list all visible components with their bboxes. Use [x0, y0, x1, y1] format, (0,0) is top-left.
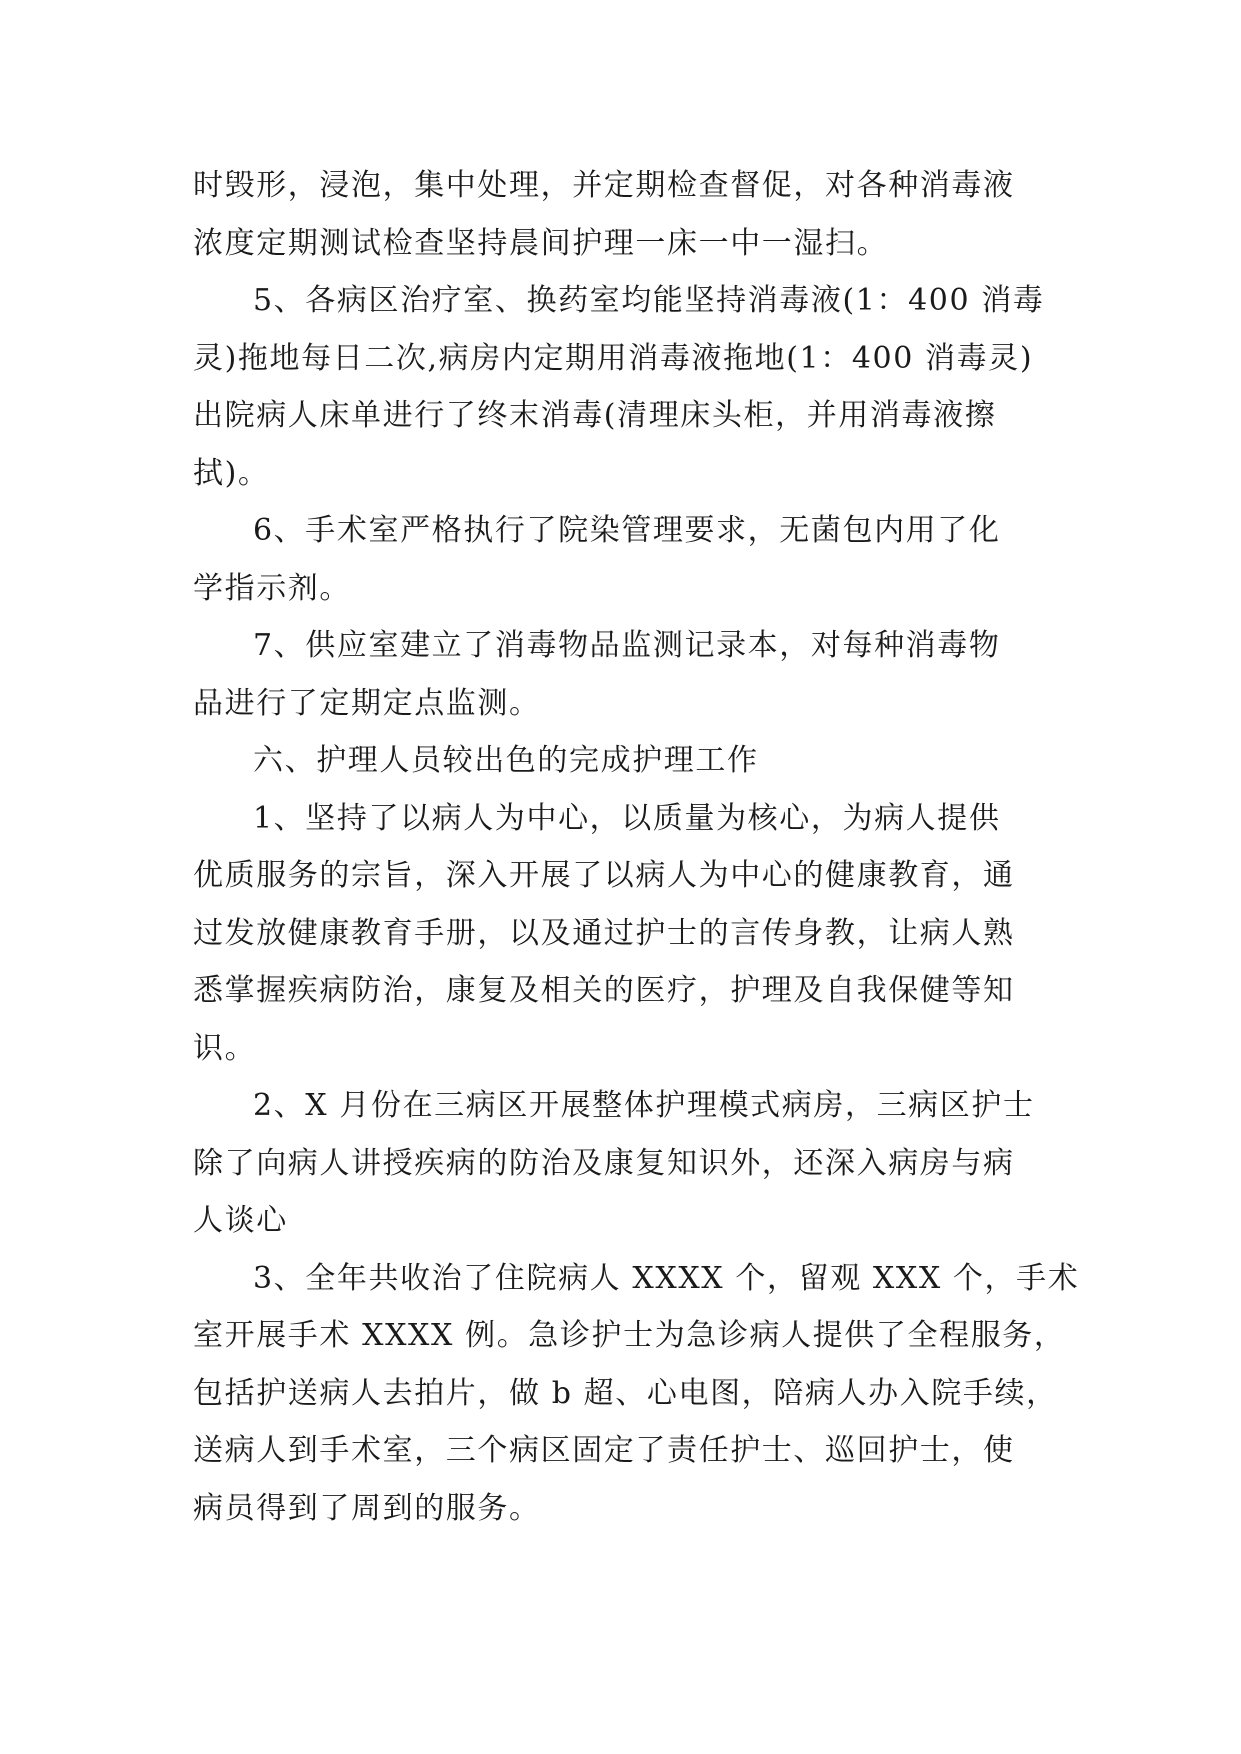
text-line: 5、各病区治疗室、换药室均能坚持消毒液(1：400 消毒 [253, 283, 1045, 318]
text-line: 学指示剂。 [193, 570, 351, 606]
text-line: 悉掌握疾病防治，康复及相关的医疗，护理及自我保健等知 [193, 973, 1015, 1008]
text-line: 6、手术室严格执行了院染管理要求，无菌包内用了化 [253, 513, 1001, 548]
text-line: 病员得到了周到的服务。 [193, 1490, 541, 1526]
text-line: 品进行了定期定点监测。 [193, 685, 541, 721]
text-line: 人谈心 [193, 1203, 288, 1238]
text-line: 除了向病人讲授疾病的防治及康复知识外，还深入病房与病 [193, 1145, 1015, 1181]
text-line: 3、全年共收治了住院病人 XXXX 个，留观 XXX 个，手术 [253, 1260, 1080, 1296]
text-line: 室开展手术 XXXX 例。急诊护士为急诊病人提供了全程服务， [193, 1318, 1066, 1353]
text-line: 优质服务的宗旨，深入开展了以病人为中心的健康教育，通 [193, 858, 1015, 893]
text-line: 送病人到手术室，三个病区固定了责任护士、巡回护士，使 [193, 1433, 1015, 1468]
text-line: 识。 [193, 1030, 257, 1066]
text-line: 过发放健康教育手册，以及通过护士的言传身教，让病人熟 [193, 915, 1015, 951]
text-line: 灵)拖地每日二次,病房内定期用消毒液拖地(1：400 消毒灵) [193, 340, 1034, 376]
text-line: 拭)。 [193, 455, 270, 491]
text-line: 2、X 月份在三病区开展整体护理模式病房，三病区护士 [253, 1088, 1035, 1123]
document-body [193, 157, 1080, 1537]
text-line: 时毁形，浸泡，集中处理，并定期检查督促，对各种消毒液 [193, 168, 1015, 203]
text-line: 六、护理人员较出色的完成护理工作 [253, 743, 759, 778]
text-line: 1、坚持了以病人为中心，以质量为核心，为病人提供 [253, 800, 1001, 836]
text-line: 出院病人床单进行了终末消毒(清理床头柜，并用消毒液擦 [193, 398, 997, 433]
text-line: 7、供应室建立了消毒物品监测记录本，对每种消毒物 [253, 628, 1001, 663]
text-line: 包括护送病人去拍片，做 b 超、心电图，陪病人办入院手续， [193, 1375, 1058, 1411]
text-line: 浓度定期测试检查坚持晨间护理一床一中一湿扫。 [193, 225, 889, 261]
